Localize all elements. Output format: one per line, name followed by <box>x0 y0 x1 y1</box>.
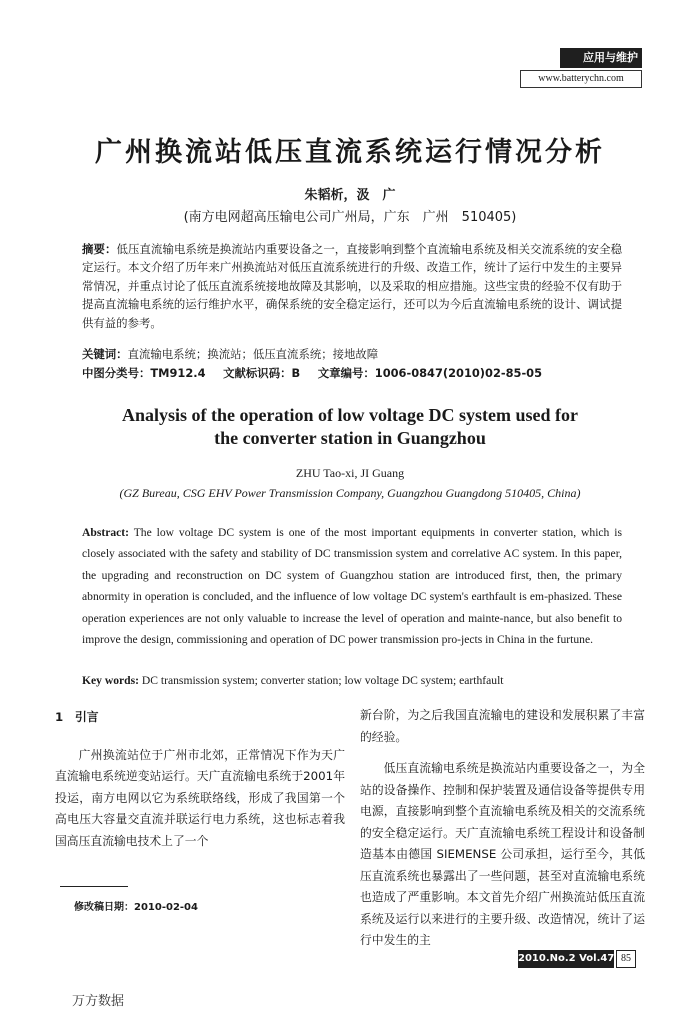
doc-code-value: B <box>291 366 301 380</box>
authors-chinese: 朱韬析，汲 广 <box>304 188 396 203</box>
keywords-english <box>82 672 622 690</box>
title-en-line2: the converter station in Guangzhou <box>214 428 486 448</box>
clc-label: 中图分类号： <box>82 366 151 380</box>
title-chinese: 广州换流站低压直流系统运行情况分析 <box>95 137 605 168</box>
abstract-chinese <box>82 240 622 332</box>
authors-english: ZHU Tao-xi, JI Guang <box>295 466 405 480</box>
classification-line <box>82 364 642 382</box>
page-number: 85 <box>616 950 636 968</box>
footnote-revision-date: 修改稿日期：2010-02-04 <box>74 902 198 913</box>
keywords-en-text: DC transmission system; converter station; low voltage DC system; earthfault <box>141 674 504 687</box>
doc-code-label: 文献标识码： <box>223 366 292 380</box>
section-tag: 应用与维护 <box>560 48 642 68</box>
section-heading: 1 引言 <box>55 710 99 724</box>
clc-value: TM912.4 <box>150 366 206 380</box>
issue-tag: 2010.No.2 Vol.47 <box>518 950 614 968</box>
keywords-cn-text: 直流输电系统；换流站；低压直流系统；接地故障 <box>127 347 379 361</box>
keywords-cn-label: 关键词： <box>82 347 128 361</box>
keywords-chinese <box>82 345 622 363</box>
abstract-cn-text: 低压直流输电系统是换流站内重要设备之一，直接影响到整个直流输电系统及相关交流系统的安全稳定运行。本文介绍了历年来广州换流站对低压直流系统进行的升级、改造工作，统计了运行中发生的主要异常情况，并重点讨论了低压直流系统接地故障及其影响，以及采取的相应措施。这些宝贵的经验不仅有助于提高直流输电系统的运行维护水平，确保系统的安全稳定运行，还可以为今后直流输电系统的设计、调试提供有益的参考。 <box>82 242 622 330</box>
article-number-label: 文章编号： <box>317 366 375 380</box>
intro-paragraph-right-1: 新台阶，为之后我国直流输电的建设和发展积累了丰富的经验。 <box>360 708 645 744</box>
affiliation-chinese: (南方电网超高压输电公司广州局，广东 广州 510405) <box>183 210 517 225</box>
watermark: 万方数据 <box>72 994 125 1009</box>
right-column <box>360 705 645 952</box>
abstract-en-text: The low voltage DC system is one of the most important equipments in converter station, which is closely associated with the safety and stability of DC transmission system and correlative AC system. In this paper, the upgrading and reconstruction on DC system of Guangzhou station are introduced first, then, the primary abnormity in operation is concluded, and the influence of low voltage DC system's earthfault is em-phasized. These operation experiences are not only valuable to increase the level of operation and mainte-nance, but also benefit to improve the design, commissioning and operation of DC power transmission pro-jects in China in the furtune. <box>82 526 622 647</box>
journal-url: www.batterychn.com <box>520 70 642 88</box>
title-english <box>0 404 700 450</box>
intro-paragraph-right-2: 低压直流输电系统是换流站内重要设备之一，为全站的设备操作、控制和保护装置及通信设备等提供专用电源，直接影响到整个直流输电系统及相关的交流系统的安全稳定运行。天广直流输电系统工程设计和设备制造基本由德国 SIEMENSE 公司承担，运行至今，其低压直流系统也暴露出了一些问题，甚至对直流输电系统也造成了严重影响。本文首先介绍广州换流站低压直流系统及运行以来进行的主要升级、改造情况，统计了运行中发生的主 <box>360 761 645 947</box>
abstract-en-label: Abstract: <box>82 526 130 539</box>
left-column <box>55 705 345 852</box>
abstract-cn-label: 摘要： <box>82 242 117 256</box>
abstract-english <box>82 522 622 650</box>
article-number-value: 1006-0847(2010)02-85-05 <box>374 366 543 380</box>
keywords-en-label: Key words: <box>82 674 139 687</box>
intro-paragraph-left: 广州换流站位于广州市北郊，正常情况下作为天广直流输电系统逆变站运行。天广直流输电系统于2001年投运，南方电网以它为系统联络线，形成了我国第一个高电压大容量交直流并联运行电力系统，这也标志着我国高压直流输电技术上了一个 <box>55 747 345 848</box>
title-en-line1: Analysis of the operation of low voltage DC system used for <box>122 405 578 425</box>
footnote-divider <box>60 886 128 887</box>
affiliation-english: (GZ Bureau, CSG EHV Power Transmission Company, Guangzhou Guangdong 510405, China) <box>119 486 581 500</box>
